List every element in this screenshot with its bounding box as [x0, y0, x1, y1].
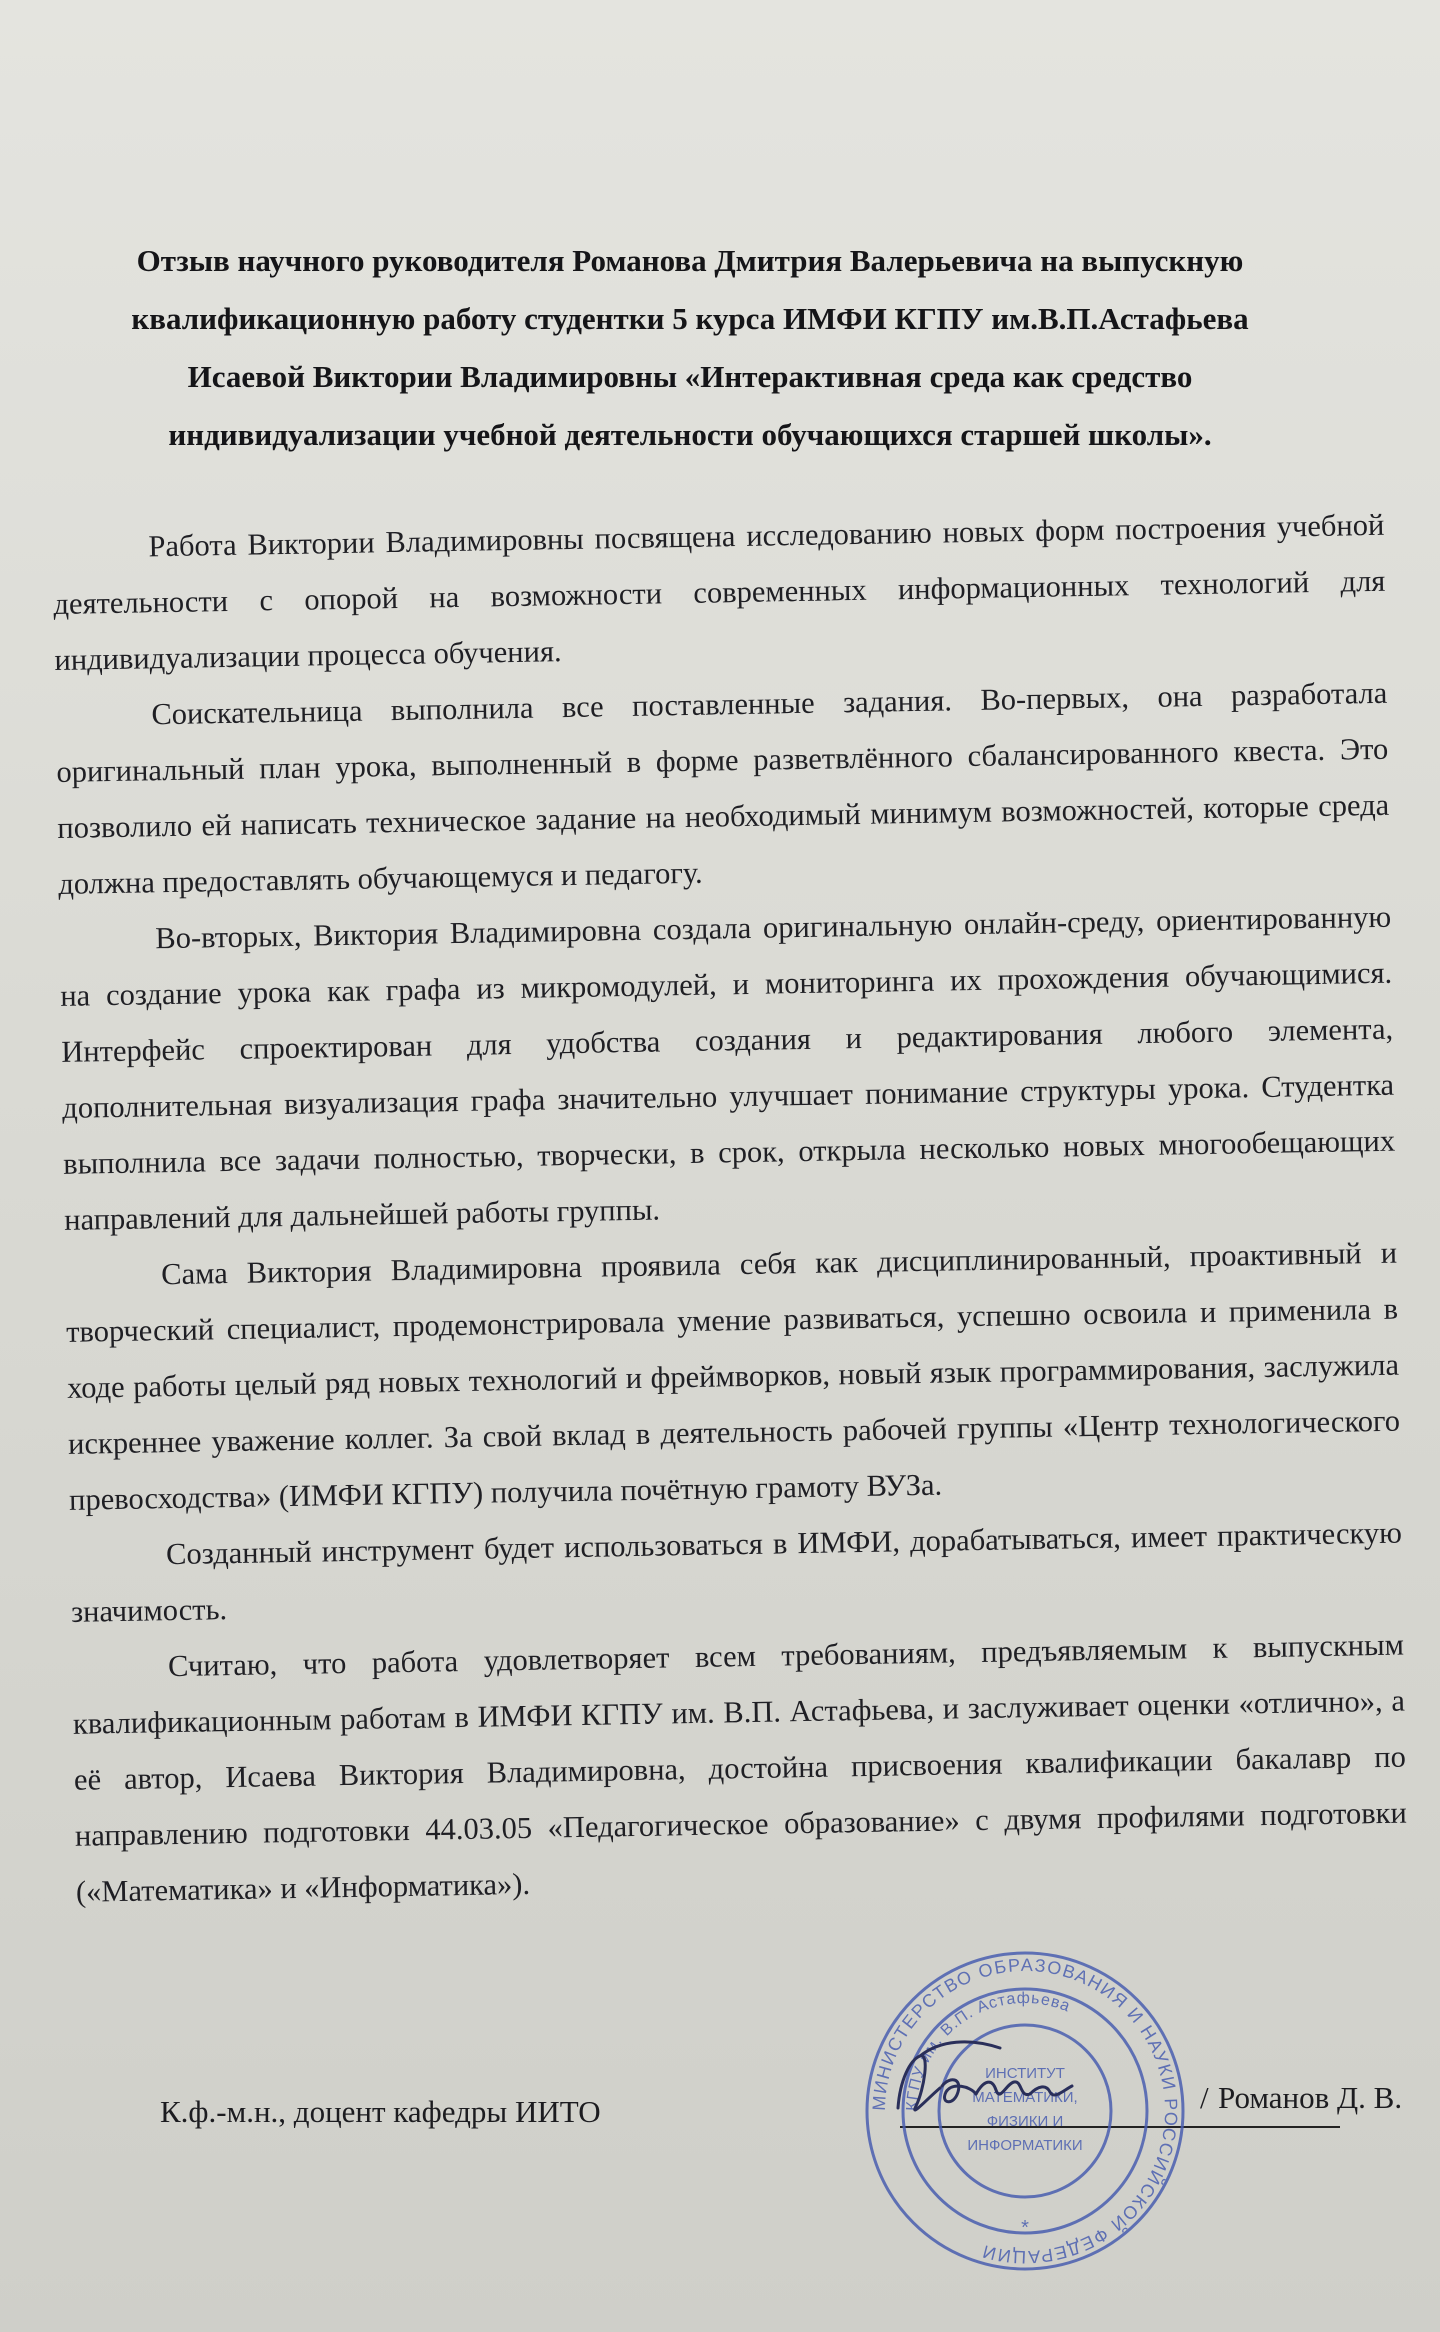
- stamp-star-icon: *: [1021, 2217, 1029, 2239]
- title-line: индивидуализации учебной деятельности обучающихся старшей школы».: [168, 417, 1212, 452]
- paragraph: Работа Виктории Владимировны посвящена исследованию новых форм построения учебной деятельности с опорой на возможности современных информационных технологий для индивидуализации процесса обучения.: [53, 507, 1386, 677]
- handwritten-signature: [880, 1990, 1100, 2140]
- stamp-center-line: ИНФОРМАТИКИ: [967, 2137, 1083, 2154]
- stamp-center-line: МАТЕМАТИКИ,: [972, 2089, 1078, 2106]
- document-body: [52, 497, 1408, 1920]
- paragraph: Созданный инструмент будет использоваться в ИМФИ, дорабатываться, имеет практическую значимость.: [70, 1515, 1403, 1629]
- stamp-center-line: ИНСТИТУТ: [985, 2065, 1065, 2082]
- signer-name: Романов Д. В.: [1218, 2080, 1403, 2115]
- paragraph: Считаю, что работа удовлетворяет всем требованиям, предъявляемым к выпускным квалификационным работам в ИМФИ КГПУ им. В.П. Астафьева, и заслуживает оценки «отлично», а её автор, Исаева Виктория Владимировна, достойна присвоения квалификации бакалавр по направлению подготовки 44.03.05 «Педагогическое образование» с двумя профилями подготовки («Математика» и «Информатика»).: [72, 1627, 1408, 1909]
- paragraph: Во-вторых, Виктория Владимировна создала оригинальную онлайн-среду, ориентированную на создание урока как графа из микромодулей, и мониторинга их прохождения обучающимися. Интерфейс спроектирован для удобства создания и редактирования любого элемента, дополнительная визуализация графа значительно улучшает понимание структуры урока. Студентка выполнила все задачи полностью, творчески, в срок, открыла несколько новых многообещающих направлений для дальнейшей работы группы.: [60, 899, 1396, 1237]
- paragraph: Сама Виктория Владимировна проявила себя как дисциплинированный, проактивный и творческий специалист, продемонстрировала умение развиваться, успешно освоила и применила в ходе работы целый ряд новых технологий и фреймворков, новый язык программирования, заслужила искреннее уважение коллег. За свой вклад в деятельность рабочей группы «Центр технологического превосходства» (ИМФИ КГПУ) получила почётную грамоту ВУЗа.: [65, 1235, 1401, 1517]
- title-line: Исаевой Виктории Владимировны «Интерактивная среда как средство: [187, 359, 1193, 394]
- title-line: Отзыв научного руководителя Романова Дмитрия Валерьевича на выпускную: [136, 243, 1244, 278]
- signature-slash: /: [1200, 2080, 1209, 2115]
- paragraph: Соискательница выполнила все поставленные задания. Во-первых, она разработала оригинальный план урока, выполненный в форме разветвлённого сбалансированного квеста. Это позволило ей написать техническое задание на необходимый минимум возможностей, которые среда должна предоставлять обучающемуся и педагогу.: [56, 675, 1390, 901]
- title-line: квалификационную работу студентки 5 курса ИМФИ КГПУ им.В.П.Астафьева: [131, 301, 1249, 336]
- signer-position: К.ф.-м.н., доцент кафедры ИИТО: [160, 2094, 601, 2129]
- stamp-outer-text: МИНИСТЕРСТВО ОБРАЗОВАНИЯ И НАУКИ РОССИЙСКОЙ ФЕДЕРАЦИИ: [868, 1954, 1182, 2268]
- document-title: [90, 232, 1290, 464]
- stamp-inner-text: КГПУ им. В.П. Астафьева: [903, 1989, 1073, 2112]
- stamp-center-line: ФИЗИКИ И: [986, 2113, 1064, 2130]
